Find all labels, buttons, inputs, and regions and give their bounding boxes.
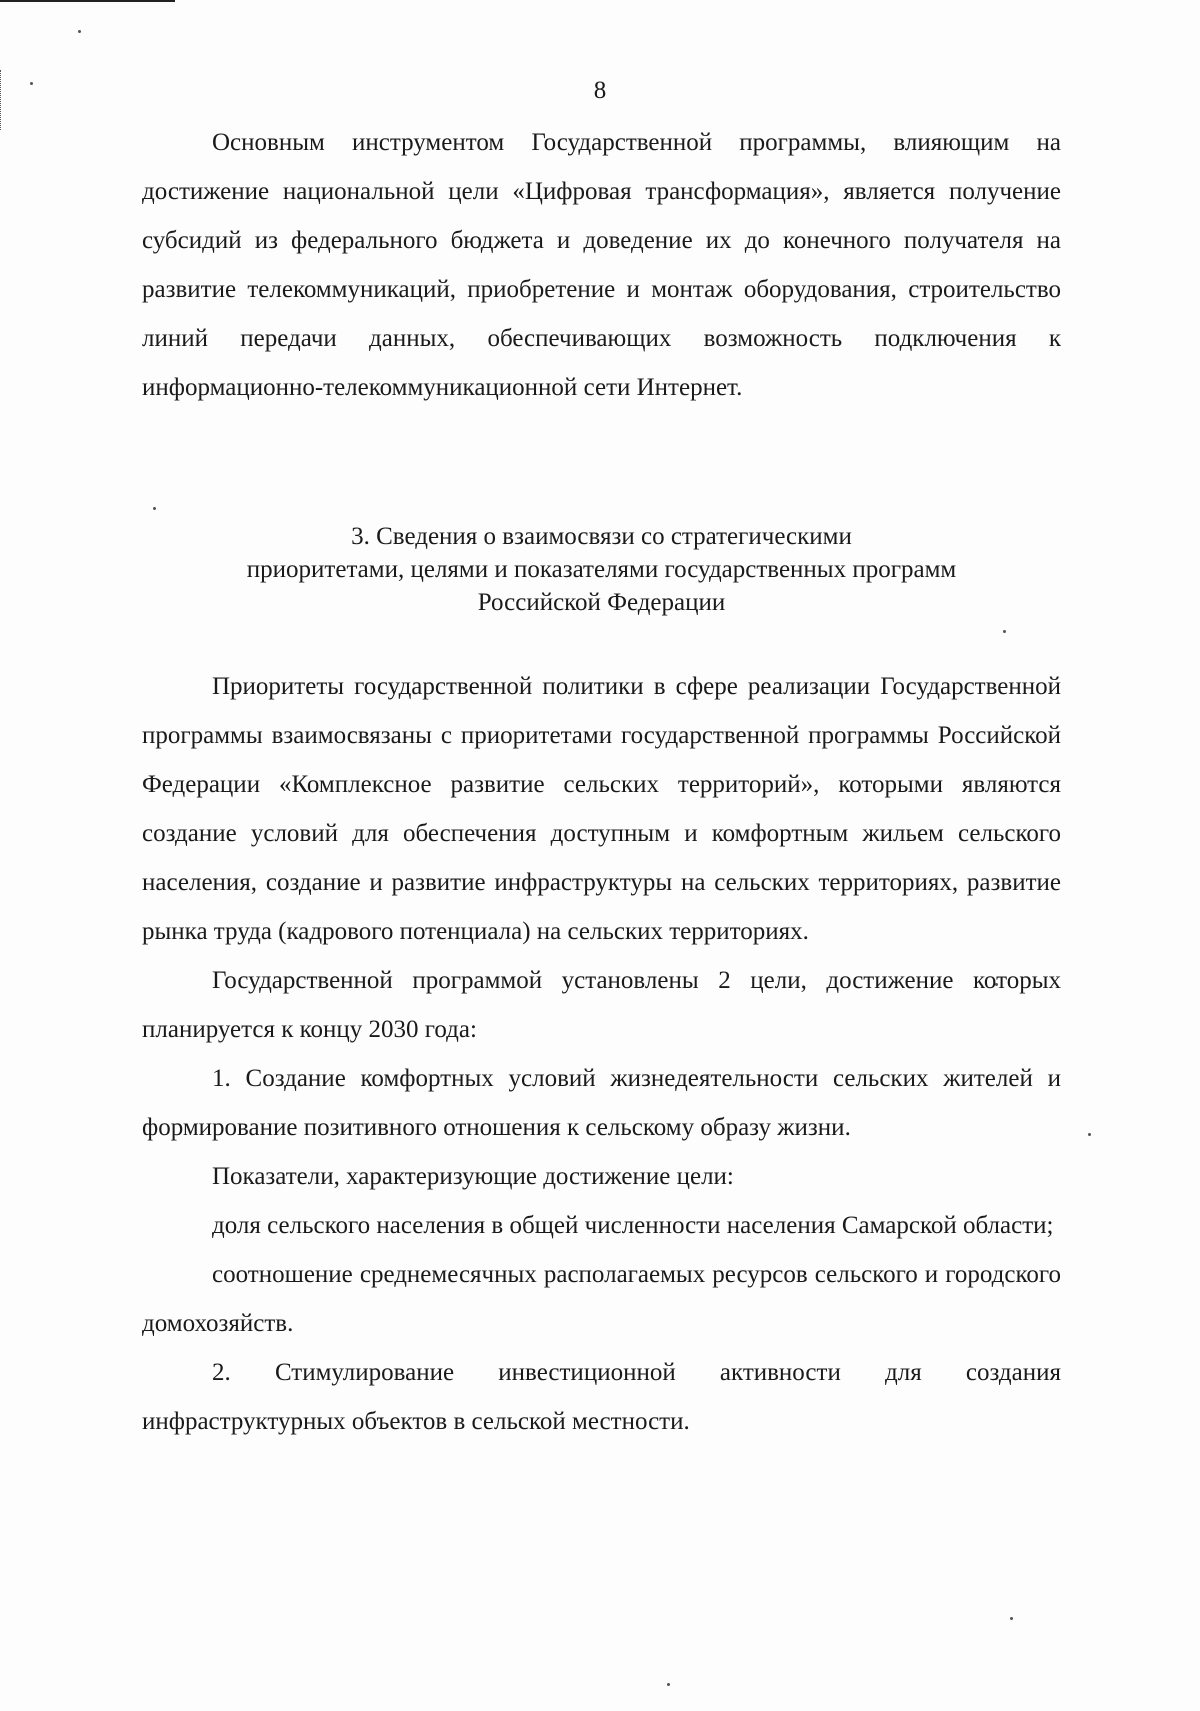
page-number: 8 — [593, 77, 607, 104]
scan-speck — [1088, 1133, 1091, 1136]
paragraph-goals-intro: Государственной программой установлены 2 цели, достижение которых планируется к концу 2030 года: — [142, 967, 1061, 1043]
paragraph-priorities: Приоритеты государственной политики в сфере реализации Государственной программы взаимосвязаны с приоритетами государственной программы Российской Федерации «Комплексное развитие сельских территорий», которыми являются создание условий для обеспечения доступным и комфортным жильем сельского населения, создание и развитие инфраструктуры на сельских территориях, развитие рынка труда (кадрового потенциала) на сельских территориях. — [142, 673, 1061, 945]
scan-speck — [78, 30, 81, 33]
section-heading-line-1: 3. Сведения о взаимосвязи со стратегическими — [351, 523, 852, 550]
section-heading-line-2: приоритетами, целями и показателями государственных программ — [246, 556, 957, 583]
paragraph-indicators-heading: Показатели, характеризующие достижение цели: — [212, 1163, 734, 1190]
body-section — [142, 662, 1061, 1446]
paragraph-indicator-2: соотношение среднемесячных располагаемых ресурсов сельского и городского домохозяйств. — [142, 1261, 1061, 1337]
paragraph-indicator-1: доля сельского населения в общей численности населения Самарской области; — [212, 1212, 1054, 1239]
intro-paragraph: Основным инструментом Государственной программы, влияющим на достижение национальной цели «Цифровая трансформация», является получение субсидий из федерального бюджета и доведение их до конечного получателя на развитие телекоммуникаций, приобретение и монтаж оборудования, строительство линий передачи данных, обеспечивающих возможность подключения к информационно-телекоммуникационной сети Интернет. — [142, 129, 1061, 401]
paragraph-goal-1: 1. Создание комфортных условий жизнедеятельности сельских жителей и формирование позитивного отношения к сельскому образу жизни. — [142, 1065, 1061, 1141]
scan-speck — [153, 507, 156, 510]
paragraph-goal-2: 2. Стимулирование инвестиционной активности для создания инфраструктурных объектов в сельской местности. — [142, 1359, 1061, 1435]
scan-speck — [1010, 1617, 1013, 1620]
scan-artifact-top-line — [0, 0, 175, 2]
scan-speck — [667, 1683, 670, 1686]
section-heading — [142, 520, 1061, 619]
section-heading-line-3: Российской Федерации — [477, 589, 726, 616]
scan-speck — [1003, 630, 1006, 633]
intro-section — [142, 118, 1061, 412]
